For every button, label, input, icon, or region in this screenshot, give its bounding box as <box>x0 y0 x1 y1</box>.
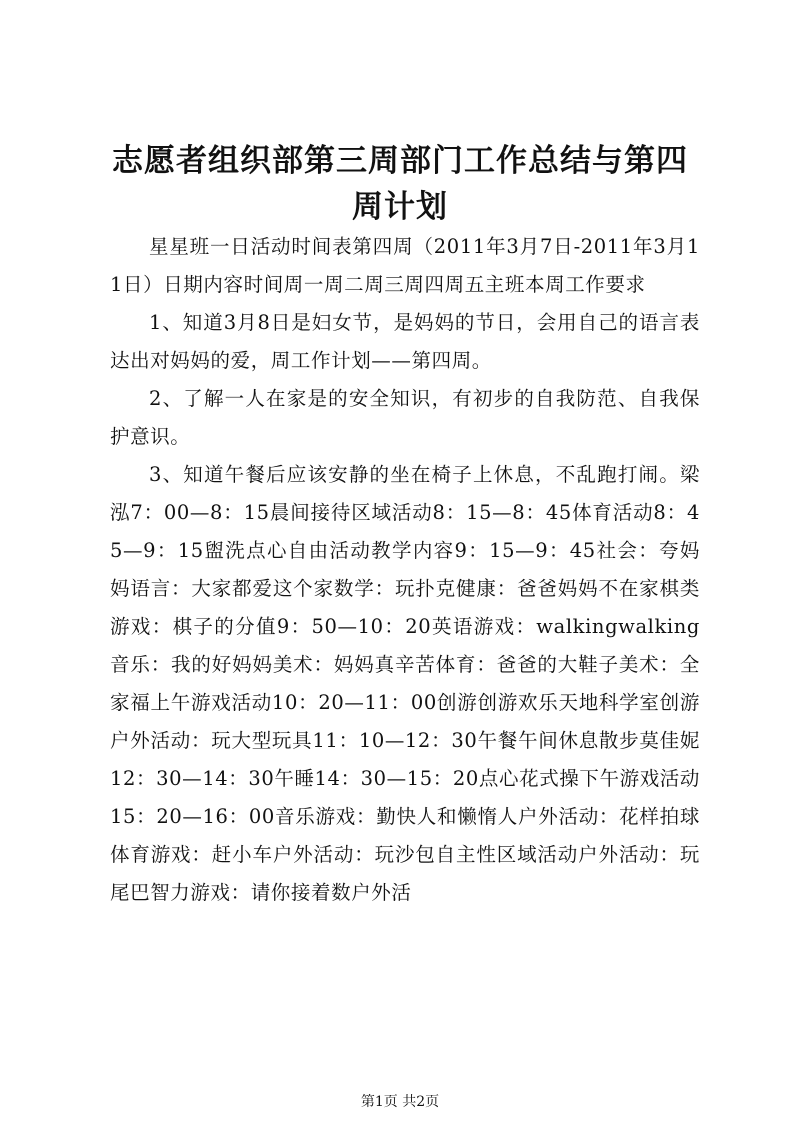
page-footer: 第1页 共2页 <box>360 1094 440 1110</box>
paragraph-schedule-intro: 星星班一日活动时间表第四周（2011年3月7日-2011年3月11日）日期内容时间周一周二周三周四周五主班本周工作要求 <box>110 235 700 296</box>
document-body <box>110 228 700 912</box>
paragraph-goal-2: 2、了解一人在家是的安全知识，有初步的自我防范、自我保护意识。 <box>110 387 700 448</box>
document-title: 志愿者组织部第三周部门工作总结与第四周计划 <box>112 143 688 225</box>
paragraph-goal-1: 1、知道3月8日是妇女节，是妈妈的节日，会用自己的语言表达出对妈妈的爱，周工作计划——第四周。 <box>110 311 700 372</box>
paragraph-goal-3-schedule: 3、知道午餐后应该安静的坐在椅子上休息，不乱跑打闹。梁泓7：00—8：15晨间接待区域活动8：15—8：45体育活动8：45—9：15盥洗点心自由活动教学内容9：15—9：45社会：夸妈妈语言：大家都爱这个家数学：玩扑克健康：爸爸妈妈不在家棋类游戏：棋子的分值9：50—10：20英语游戏：walkingwalking音乐：我的好妈妈美术：妈妈真辛苦体育：爸爸的大鞋子美术：全家福上午游戏活动10：20—11：00创游创游欢乐天地科学室创游户外活动：玩大型玩具11：10—12：30午餐午间休息散步莫佳妮12：30—14：30午睡14：30—15：20点心花式操下午游戏活动15：20—16：00音乐游戏：勤快人和懒惰人户外活动：花样拍球体育游戏：赶小车户外活动：玩沙包自主性区域活动户外活动：玩尾巴智力游戏：请你接着数户外活 <box>110 463 701 904</box>
